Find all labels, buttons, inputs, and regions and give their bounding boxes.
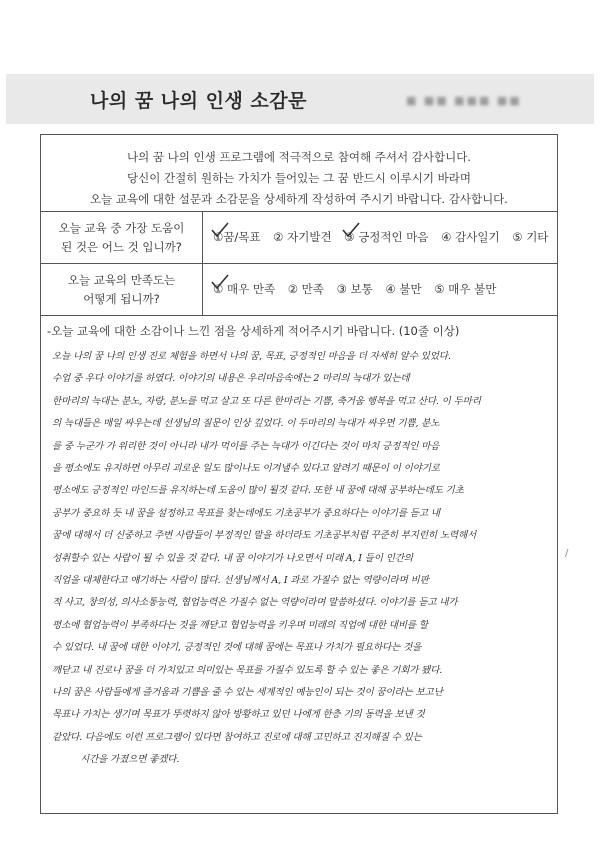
option-gratitude-diary[interactable] (441, 230, 499, 244)
question-most-helpful (41, 212, 557, 264)
option-very-dissatisfied[interactable] (434, 282, 496, 296)
intro-section (41, 135, 557, 212)
essay-line: 같았다. 다음에도 이런 프로그램이 있다면 참여하고 진로에 대해 고민하고 진지해질 수 있는 (52, 731, 422, 743)
option-self-discovery[interactable] (273, 230, 331, 244)
option-label: ① 매우 만족 (213, 282, 276, 296)
question-label-line: 오늘 교육의 만족도는 (67, 273, 176, 287)
essay-line: 수 있었다. 내 꿈에 대한 이야기, 긍정적인 것에 대해 꿈에는 목표나 가치가 필요하다는 것을 (52, 642, 422, 654)
question-satisfaction (41, 264, 557, 316)
redacted-name: ■ ■■ ■■■ ■■ (406, 94, 522, 107)
options-group (213, 281, 551, 297)
option-dream-goal[interactable] (213, 230, 264, 244)
option-label: ④ 감사일기 (441, 230, 500, 244)
essay-line: 를 중 누군가 가 위리한 것이 아니라 내가 먹이를 주는 늑대가 이긴다는 것이 마치 긍정적인 마음 (52, 440, 440, 452)
essay-line: 평소에 협업능력이 부족하다는 것을 깨닫고 협업능력을 키우며 미래의 직업에 대한 대비를 할 (52, 619, 428, 631)
option-label: ⑤ 기타 (512, 230, 549, 244)
essay-line: 한마리의 늑대는 분노, 자랑, 분노를 먹고 살고 또 다른 한마리는 기쁨, 축거움 행복을 먹고 산다. 이 두마리 (52, 395, 481, 407)
checkmark-icon (210, 273, 230, 293)
option-very-satisfied[interactable] (213, 282, 279, 296)
option-label: ⑤ 매우 불만 (434, 282, 497, 296)
option-label: ② 만족 (287, 282, 324, 296)
margin-note: / (565, 548, 569, 559)
option-label: ④ 불만 (385, 282, 422, 296)
checkmark-icon (210, 221, 230, 241)
essay-prompt: -오늘 교육에 대한 소감이나 느낀 점을 상세하게 적어주시기 바랍니다. (10줄 이상) (47, 324, 460, 338)
essay-line: 공부가 중요하 듯 내 꿈을 설정하고 목표를 찾는데에도 기초공부가 중요하다는 이야기를 듣고 내 (52, 507, 440, 519)
option-positive-mind[interactable] (344, 230, 432, 244)
essay-line: 평소에도 긍정적인 마인드를 유지하는데 도움이 많이 될것 같다. 또한 내 꿈에 대해 공부하는데도 기초 (52, 485, 464, 497)
option-label: ② 자기발견 (273, 230, 332, 244)
checkmark-icon (341, 221, 361, 241)
essay-line: 직업을 대체한다고 얘기하는 사람이 많다. 선생님께서 A, I 과로 가질수 없는 역량이라며 비판 (52, 575, 429, 586)
option-neutral[interactable] (337, 282, 373, 296)
essay-line: 수업 중 우다 이야기를 하였다. 이야기의 내용은 우리마음속에는 2 마리의 늑대가 있는데 (52, 373, 410, 385)
essay-line: 시간을 가졌으면 좋겠다. (80, 754, 180, 766)
intro-line: 당신이 간절히 원하는 가치가 들어있는 그 꿈 반드시 이루시기 바라며 (127, 171, 471, 185)
option-label: ③ 보통 (336, 282, 373, 296)
intro-line: 오늘 교육에 대한 설문과 소감문을 상세하게 작성하여 주시기 바랍니다. 감사합니다. (90, 192, 508, 206)
question-label-line: 오늘 교육 중 가장 도움이 (58, 221, 185, 235)
question-label-line: 어떻게 됩니까? (83, 292, 160, 306)
essay-line: 목표나 가치는 생기며 목표가 뚜렷하지 않아 방황하고 있던 나에게 한층 기의 동력을 보낸 것 (52, 709, 425, 721)
option-dissatisfied[interactable] (385, 282, 421, 296)
options-group (213, 229, 551, 245)
question-label (41, 212, 203, 263)
essay-line: 의 늑대들은 매일 싸우는데 선생님의 질문이 인상 깊었다. 이 두마리의 늑대가 싸우면 기쁨, 분노 (52, 418, 440, 430)
option-other[interactable] (512, 230, 548, 244)
essay-line: 나의 꿈은 사람들에게 즐거움과 기쁨을 줄 수 있는 세계적인 예능인이 되는 것이 꿈이라는 보고난 (52, 687, 443, 698)
essay-line: 꿈에 대해서 더 신중하고 주변 사람들이 부정적인 말을 하더라도 기초공부처럼 꾸준히 부지런히 노력해서 (52, 530, 477, 542)
essay-line: 을 평소에도 유지하면 아무리 괴로운 일도 많이나도 이겨낼수 있다고 알려기 때문이 이 이야기로 (52, 463, 440, 474)
essay-line: 적 사고, 창의성, 의사소통능력, 협업능력은 가질수 없는 역량이라며 말씀하셨다. 이야기를 듣고 내가 (52, 597, 458, 609)
title-banner (6, 74, 594, 124)
option-label: ①꿈/목표 (213, 230, 261, 244)
page-title: 나의 꿈 나의 인생 소감문 (90, 90, 307, 112)
essay-line: 깨닫고 내 진로나 꿈을 더 가치있고 의미있는 목표를 가질수 있도록 할 수 있는 좋은 기회가 됐다. (52, 664, 443, 676)
option-label: ③ 긍정적인 마음 (344, 230, 429, 244)
option-satisfied[interactable] (288, 282, 324, 296)
question-label (41, 264, 203, 315)
intro-line: 나의 꿈 나의 인생 프로그램에 적극적으로 참여해 주셔서 감사합니다. (127, 150, 471, 164)
essay-line: 오늘 나의 꿈 나의 인생 진로 체험을 하면서 나의 꿈, 목표, 긍정적인 마음을 더 자세히 알수 있었다. (52, 351, 451, 362)
essay-line: 성취할수 있는 사람이 될 수 있을 것 같다. 내 꿈 이야기가 나오면서 미래 A, I 들이 인간의 (52, 552, 413, 564)
question-label-line: 된 것은 어느 것 입니까? (61, 240, 182, 254)
